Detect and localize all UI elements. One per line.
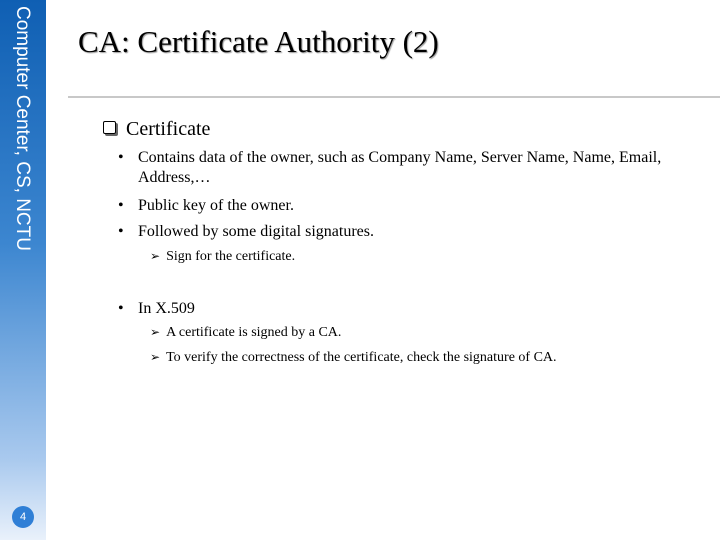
dot-bullet-icon: • [118, 300, 124, 317]
arrow-bullet-icon: ➢ [150, 350, 161, 364]
sub-bullet-3-text: Followed by some digital signatures. [138, 223, 374, 240]
dot-bullet-icon: • [118, 149, 124, 166]
sub-bullet-2-text: Public key of the owner. [138, 197, 294, 214]
page-number: 4 [12, 506, 34, 528]
bullet-certificate-label: Certificate [126, 118, 211, 140]
arrow-item-text: To verify the correctness of the certificate, check the signature of CA. [166, 350, 557, 365]
bullet-certificate [103, 118, 210, 141]
sub-bullet-4 [118, 299, 698, 319]
dot-bullet-icon: • [118, 223, 124, 240]
arrow-item-text: A certificate is signed by a CA. [166, 325, 342, 340]
sub-bullet-1 [118, 148, 698, 188]
arrow-item [150, 325, 341, 341]
arrow-item [150, 249, 295, 265]
sub-bullet-4-text: In X.509 [138, 300, 195, 317]
sub-bullet-3 [118, 222, 698, 242]
arrow-bullet-icon: ➢ [150, 249, 161, 263]
sidebar-vertical-text: Computer Center, CS, NCTU [12, 6, 33, 251]
arrow-item [150, 350, 557, 366]
slide-title: CA: Certificate Authority (2) [78, 24, 439, 59]
title-divider [68, 96, 720, 98]
sidebar [0, 0, 46, 540]
dot-bullet-icon: • [118, 197, 124, 214]
arrow-item-text: Sign for the certificate. [166, 249, 296, 264]
arrow-bullet-icon: ➢ [150, 325, 161, 339]
sub-bullet-1-text: Contains data of the owner, such as Company Name, Server Name, Name, Email, Address,… [138, 149, 662, 186]
sub-bullet-2 [118, 196, 698, 216]
checkbox-bullet-icon [103, 121, 116, 134]
